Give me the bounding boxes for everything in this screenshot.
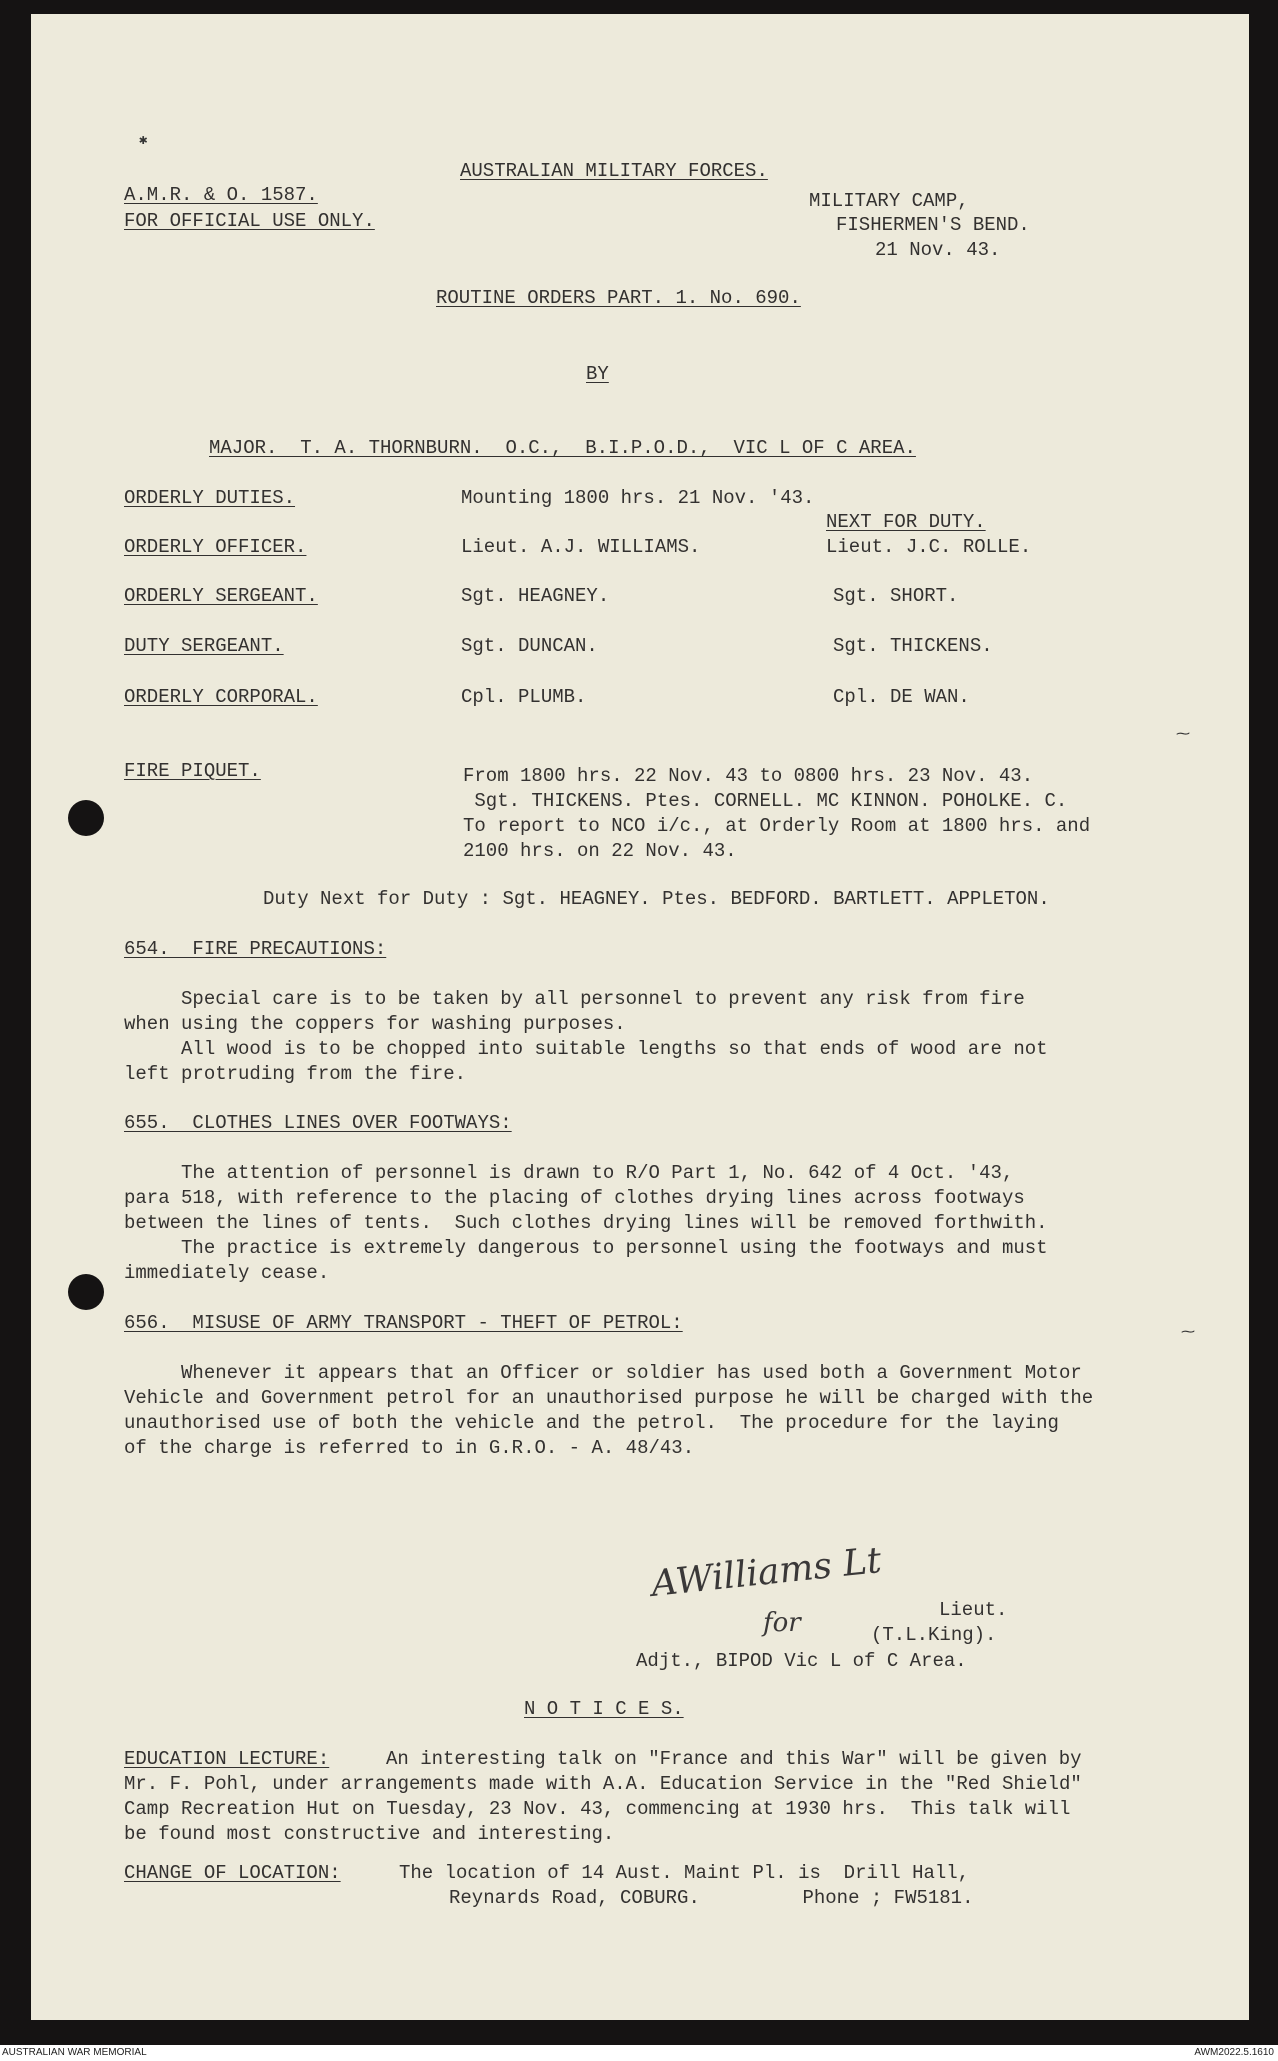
location-line-1: MILITARY CAMP,	[809, 190, 969, 212]
section-line: left protruding from the fire.	[124, 1063, 467, 1085]
section-line: para 518, with reference to the placing of clothes drying lines across footways	[124, 1187, 1025, 1209]
footer-credit: AUSTRALIAN WAR MEMORIAL	[2, 2047, 147, 2058]
education-label: EDUCATION LECTURE:	[124, 1748, 330, 1770]
education-line: be found most constructive and interesting.	[124, 1823, 615, 1845]
fire-piquet-line: 2100 hrs. on 22 Nov. 43.	[463, 840, 737, 862]
section-line: All wood is to be chopped into suitable lengths so that ends of wood are not	[124, 1038, 1048, 1060]
section-heading: 655. CLOTHES LINES OVER FOOTWAYS:	[124, 1112, 512, 1134]
handwritten-for-mark: for	[763, 1608, 801, 1638]
punch-hole-top	[68, 800, 104, 836]
fire-piquet-line: From 1800 hrs. 22 Nov. 43 to 0800 hrs. 23 Nov. 43.	[463, 765, 1034, 787]
duty-role: ORDERLY SERGEANT.	[124, 585, 318, 607]
section-line: Vehicle and Government petrol for an unauthorised purpose he will be charged with the	[124, 1387, 1094, 1409]
archive-footer	[0, 2045, 1278, 2061]
section-line: between the lines of tents. Such clothes drying lines will be removed forthwith.	[124, 1212, 1048, 1234]
notices-title: N O T I C E S.	[524, 1698, 684, 1720]
section-line: Special care is to be taken by all personnel to prevent any risk from fire	[124, 988, 1025, 1010]
fire-piquet-line: Sgt. THICKENS. Ptes. CORNELL. MC KINNON. POHOLKE. C.	[463, 790, 1068, 812]
duty-next: Sgt. SHORT.	[833, 585, 959, 607]
duties-label: ORDERLY DUTIES.	[124, 487, 296, 509]
reference-number: A.M.R. & O. 1587.	[124, 184, 318, 206]
duty-next: Lieut. J.C. ROLLE.	[826, 536, 1032, 558]
section-heading: 656. MISUSE OF ARMY TRANSPORT - THEFT OF PETROL:	[124, 1312, 683, 1334]
next-for-duty-header: NEXT FOR DUTY.	[826, 511, 986, 533]
duty-role: DUTY SERGEANT.	[124, 635, 284, 657]
section-line: The attention of personnel is drawn to R/O Part 1, No. 642 of 4 Oct. '43,	[124, 1162, 1014, 1184]
handwritten-signature: AWilliams Lt	[649, 1540, 884, 1605]
education-line: Camp Recreation Hut on Tuesday, 23 Nov. 43, commencing at 1930 hrs. This talk will	[124, 1798, 1071, 1820]
fire-piquet-next: Duty Next for Duty : Sgt. HEAGNEY. Ptes. BEDFORD. BARTLETT. APPLETON.	[263, 888, 1050, 910]
orders-by: BY	[586, 363, 609, 385]
punch-hole-bottom	[68, 1274, 104, 1310]
section-line: Whenever it appears that an Officer or soldier has used both a Government Motor	[124, 1362, 1082, 1384]
location-line: The location of 14 Aust. Maint Pl. is Drill Hall,	[399, 1862, 970, 1884]
document-date: 21 Nov. 43.	[875, 239, 1001, 261]
section-line: immediately cease.	[124, 1262, 330, 1284]
footer-accession-number: AWM2022.5.1610	[1194, 2047, 1274, 2058]
fire-piquet-line: To report to NCO i/c., at Orderly Room at 1800 hrs. and	[463, 815, 1091, 837]
document-title: AUSTRALIAN MILITARY FORCES.	[460, 160, 768, 182]
signature-rank: Lieut.	[939, 1599, 1008, 1621]
duty-current: Sgt. HEAGNEY.	[461, 585, 610, 607]
signature-position: Adjt., BIPOD Vic L of C Area.	[636, 1650, 967, 1672]
fire-piquet-label: FIRE PIQUET.	[124, 760, 261, 782]
section-line: of the charge is referred to in G.R.O. - A. 48/43.	[124, 1437, 695, 1459]
duties-mounting: Mounting 1800 hrs. 21 Nov. '43.	[461, 487, 815, 509]
duty-current: Sgt. DUNCAN.	[461, 635, 598, 657]
ink-mark: ⁓	[1176, 727, 1190, 743]
section-line: when using the coppers for washing purposes.	[124, 1013, 626, 1035]
restriction-label: FOR OFFICIAL USE ONLY.	[124, 210, 375, 232]
location-label: CHANGE OF LOCATION:	[124, 1862, 341, 1884]
location-line-2: FISHERMEN'S BEND.	[836, 214, 1030, 236]
section-line: The practice is extremely dangerous to personnel using the footways and must	[124, 1237, 1048, 1259]
orders-title: ROUTINE ORDERS PART. 1. No. 690.	[436, 287, 801, 309]
ink-mark: ✱	[139, 133, 148, 149]
ink-mark: ⁓	[1181, 1325, 1195, 1341]
duty-current: Lieut. A.J. WILLIAMS.	[461, 536, 701, 558]
duty-next: Sgt. THICKENS.	[833, 635, 993, 657]
location-line: Reynards Road, COBURG. Phone ; FW5181.	[449, 1887, 974, 1909]
document-page	[31, 14, 1249, 2020]
section-heading: 654. FIRE PRECAUTIONS:	[124, 938, 387, 960]
duty-role: ORDERLY OFFICER.	[124, 536, 307, 558]
duty-role: ORDERLY CORPORAL.	[124, 686, 318, 708]
signature-name: (T.L.King).	[871, 1624, 997, 1646]
education-line: Mr. F. Pohl, under arrangements made with A.A. Education Service in the "Red Shield"	[124, 1773, 1082, 1795]
orders-issuer: MAJOR. T. A. THORNBURN. O.C., B.I.P.O.D., VIC L OF C AREA.	[209, 437, 916, 459]
section-line: unauthorised use of both the vehicle and the petrol. The procedure for the laying	[124, 1412, 1059, 1434]
education-line: An interesting talk on "France and this War" will be given by	[386, 1748, 1082, 1770]
duty-current: Cpl. PLUMB.	[461, 686, 587, 708]
duty-next: Cpl. DE WAN.	[833, 686, 970, 708]
